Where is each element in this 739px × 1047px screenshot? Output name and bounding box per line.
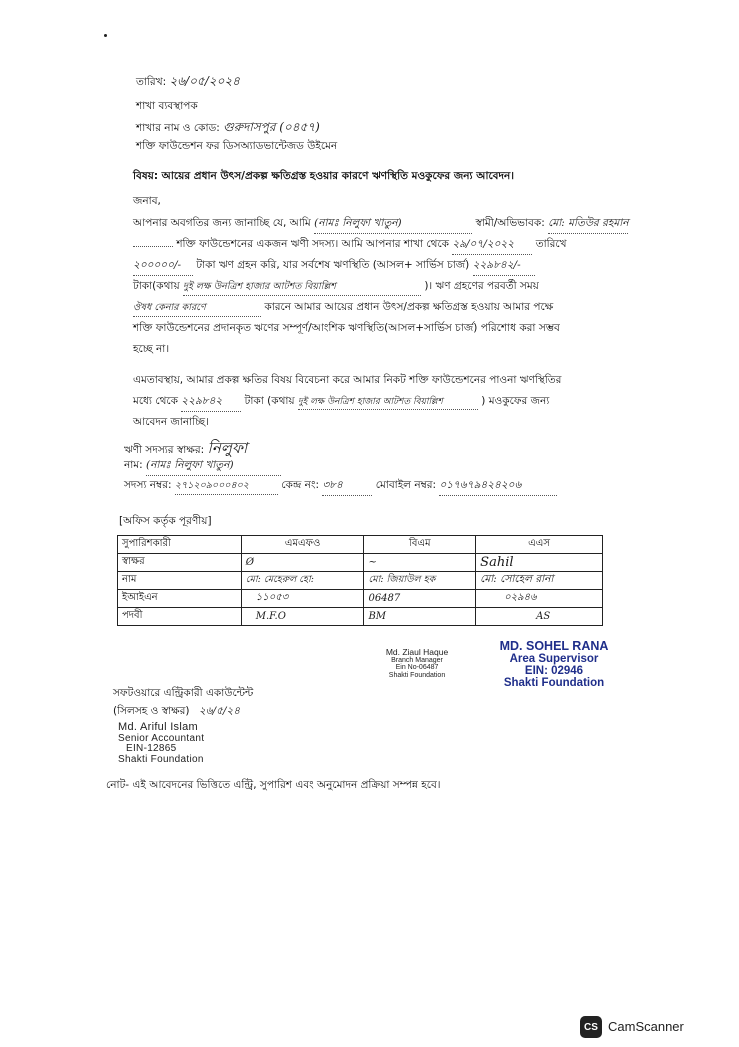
name-cell: মো: জিয়াউল হক xyxy=(364,572,476,590)
stamp-title: Senior Accountant xyxy=(118,732,205,744)
member-name-label: নাম: xyxy=(124,459,143,471)
stray-mark xyxy=(104,34,107,37)
subject-line: বিষয়: আয়ের প্রধান উৎস/প্রকল্প ক্ষতিগ্রস্ত হওয়ার কারণে ঋণস্থিতি মওকুফের জন্য আবেদন। xyxy=(133,170,515,182)
body-text: টাকা ঋণ গ্রহন করি, যার সর্বশেষ ঋণস্থিতি (আসল+ সার্ভিস চার্জ) xyxy=(196,259,470,271)
sa-stamp xyxy=(118,722,248,765)
guardian-name: মো: মতিউর রহমান xyxy=(548,216,628,234)
stamp-ein: Ein No-06487 xyxy=(395,664,439,672)
table-row xyxy=(118,590,603,608)
camscanner-logo: CS xyxy=(580,1016,602,1038)
mobile-number: ০১৭৬৭৯৪২৪২০৬ xyxy=(439,478,557,496)
stamp-name: MD. SOHEL RANA xyxy=(499,639,609,653)
accountant-seal-label: (সিলসহ ও স্বাক্ষর) xyxy=(113,705,190,717)
table-header: বিএম xyxy=(364,536,476,554)
blank-fill xyxy=(133,246,173,247)
table-header: সুপারিশকারী xyxy=(118,536,242,554)
org-line: শক্তি ফাউন্ডেশন ফর ডিসঅ্যাডভান্টেজড উইমেন xyxy=(136,140,338,152)
camscanner-brand: CamScanner xyxy=(608,1019,684,1034)
accountant-date: ২৬/৫/২৪ xyxy=(198,705,241,717)
ein-cell: ১১০৫৩ xyxy=(241,590,364,608)
stamp-org: Shakti Foundation xyxy=(503,677,605,690)
body-line-7: হচ্ছে না। xyxy=(133,343,170,355)
signature-cell: Ø xyxy=(241,554,364,572)
member-number: ২৭১২০৯০০০৪০২ xyxy=(175,479,278,495)
body-line-3 xyxy=(133,258,535,276)
reason: ঔষধ কেনার কারণে xyxy=(133,301,261,317)
bm-stamp xyxy=(372,648,462,679)
body-text: আপনার অবগতির জন্য জানাচ্ছি যে, আমি xyxy=(133,217,311,229)
office-heading: [অফিস কর্তৃক পূরণীয়] xyxy=(119,515,212,527)
stamp-name: Md. Ariful Islam xyxy=(118,721,198,733)
body-line-2 xyxy=(133,237,567,255)
note: নোট- এই আবেদনের ভিত্তিতে এন্ট্রি, সুপারিশ এবং অনুমোদন প্রক্রিয়া সম্পন্ন হবে। xyxy=(106,779,441,791)
body-line-9 xyxy=(133,394,549,412)
date-line xyxy=(136,73,240,93)
as-stamp xyxy=(484,640,624,689)
body-text: স্বামী/অভিভাবক: xyxy=(475,217,545,229)
row-label: ইআইএন xyxy=(118,590,242,608)
table-header-row xyxy=(118,536,603,554)
stamp-name: Md. Ziaul Haque xyxy=(385,647,449,657)
body-text: মধ্যে থেকে xyxy=(133,395,178,407)
member-name-line xyxy=(124,458,281,476)
date-label: তারিখ: xyxy=(136,76,167,88)
body-line-5 xyxy=(133,300,553,317)
signature-cell: ~ xyxy=(364,554,476,572)
row-label: নাম xyxy=(118,572,242,590)
applicant-name: (নামঃ নিলুফা খাতুন) xyxy=(314,216,472,234)
stamp-ein: EIN: 02946 xyxy=(524,665,584,678)
balance-words: দুই লক্ষ উনত্রিশ হাজার আটশত বিয়াল্লিশ xyxy=(183,280,421,296)
body-text: টাকা(কথায় xyxy=(133,280,180,292)
center-label: কেন্দ্র নং: xyxy=(281,479,319,491)
accountant-line-1: সফটওয়ারে এন্ট্রিকারী একাউন্টেন্ট xyxy=(113,687,254,699)
designation-cell: M.F.O xyxy=(241,608,364,626)
waiver-words: দুই লক্ষ উনত্রিশ হাজার আটশত বিয়াল্লিশ xyxy=(298,394,478,410)
waiver-amount: ২২৯৮৪২ xyxy=(181,394,241,412)
body-line-8: এমতাবস্থায়, আমার প্রকল্প ক্ষতির বিষয় বিবেচনা করে আমার নিকট শক্তি ফাউন্ডেশনের পাওনা ঋণস্থিতির xyxy=(133,374,562,386)
loan-balance: ২২৯৮৪২/- xyxy=(473,258,535,276)
addressee-title: শাখা ব্যবস্থাপক xyxy=(136,100,198,112)
recommendation-table xyxy=(117,535,603,626)
date-value: ২৬/০৫/২০২৪ xyxy=(169,74,240,88)
loan-amount: ২০০০০০/- xyxy=(133,258,193,276)
member-number-line xyxy=(124,478,557,496)
designation-cell: AS xyxy=(476,608,603,626)
member-number-label: সদস্য নম্বর: xyxy=(124,479,172,491)
ein-cell: 06487 xyxy=(364,590,476,608)
name-cell: মো: সোহেল রানা xyxy=(476,572,603,590)
stamp-title: Area Supervisor xyxy=(509,653,599,666)
table-row xyxy=(118,554,603,572)
branch-label: শাখার নাম ও কোড: xyxy=(136,122,220,134)
member-signature: নিলুফা xyxy=(207,439,248,457)
member-name: (নামঃ নিলুফা খাতুন) xyxy=(146,458,281,476)
table-header: এএস xyxy=(476,536,603,554)
member-signature-label: ঋণী সদস্যর স্বাক্ষর: xyxy=(124,444,205,456)
body-line-1 xyxy=(133,216,628,234)
body-text: কারনে আমার আয়ের প্রধান উৎস/প্রকল্প ক্ষতিগ্রস্ত হওয়ায় আমার পক্ষে xyxy=(264,301,554,313)
accountant-line-2 xyxy=(113,704,240,721)
mobile-label: মোবাইল নম্বর: xyxy=(375,479,437,491)
table-row xyxy=(118,608,603,626)
salutation: জনাব, xyxy=(133,195,161,207)
center-number: ৩৮৪ xyxy=(322,478,372,496)
body-text: শক্তি ফাউন্ডেশনের একজন ঋণী সদস্য। আমি আপনার শাখা থেকে xyxy=(176,238,450,250)
stamp-ein: EIN-12865 xyxy=(126,743,177,755)
stamp-title: Branch Manager xyxy=(391,656,443,664)
body-line-4 xyxy=(133,279,539,296)
branch-value: গুরুদাসপুর (০৪৫৭) xyxy=(223,120,320,134)
loan-date: ২৯/০৭/২০২২ xyxy=(452,237,532,255)
branch-line xyxy=(136,119,320,139)
signature-cell: Sahil xyxy=(476,554,603,572)
body-text: তারিখে xyxy=(535,238,567,250)
name-cell: মো: মেহেরুল হো: xyxy=(241,572,364,590)
stamp-org: Shakti Foundation xyxy=(118,753,204,765)
ein-cell: ০২৯৪৬ xyxy=(476,590,603,608)
body-line-10: আবেদন জানাচ্ছি। xyxy=(133,416,209,428)
table-row xyxy=(118,572,603,590)
body-text: )। ঋণ গ্রহণের পরবর্তী সময় xyxy=(424,280,539,292)
body-line-6: শক্তি ফাউন্ডেশনের প্রদানকৃত ঋণের সম্পূর্ণ/আংশিক ঋণস্থিতি(আসল+সার্ভিস চার্জ) পরিশোধ করা সম্ভব xyxy=(133,322,560,334)
row-label: পদবী xyxy=(118,608,242,626)
designation-cell: BM xyxy=(364,608,476,626)
stamp-org: Shakti Foundation xyxy=(388,671,446,679)
row-label: স্বাক্ষর xyxy=(118,554,242,572)
body-text: টাকা (কথায় xyxy=(244,395,295,407)
body-text: ) মওকুফের জন্য xyxy=(481,395,550,407)
table-header: এমএফও xyxy=(241,536,364,554)
